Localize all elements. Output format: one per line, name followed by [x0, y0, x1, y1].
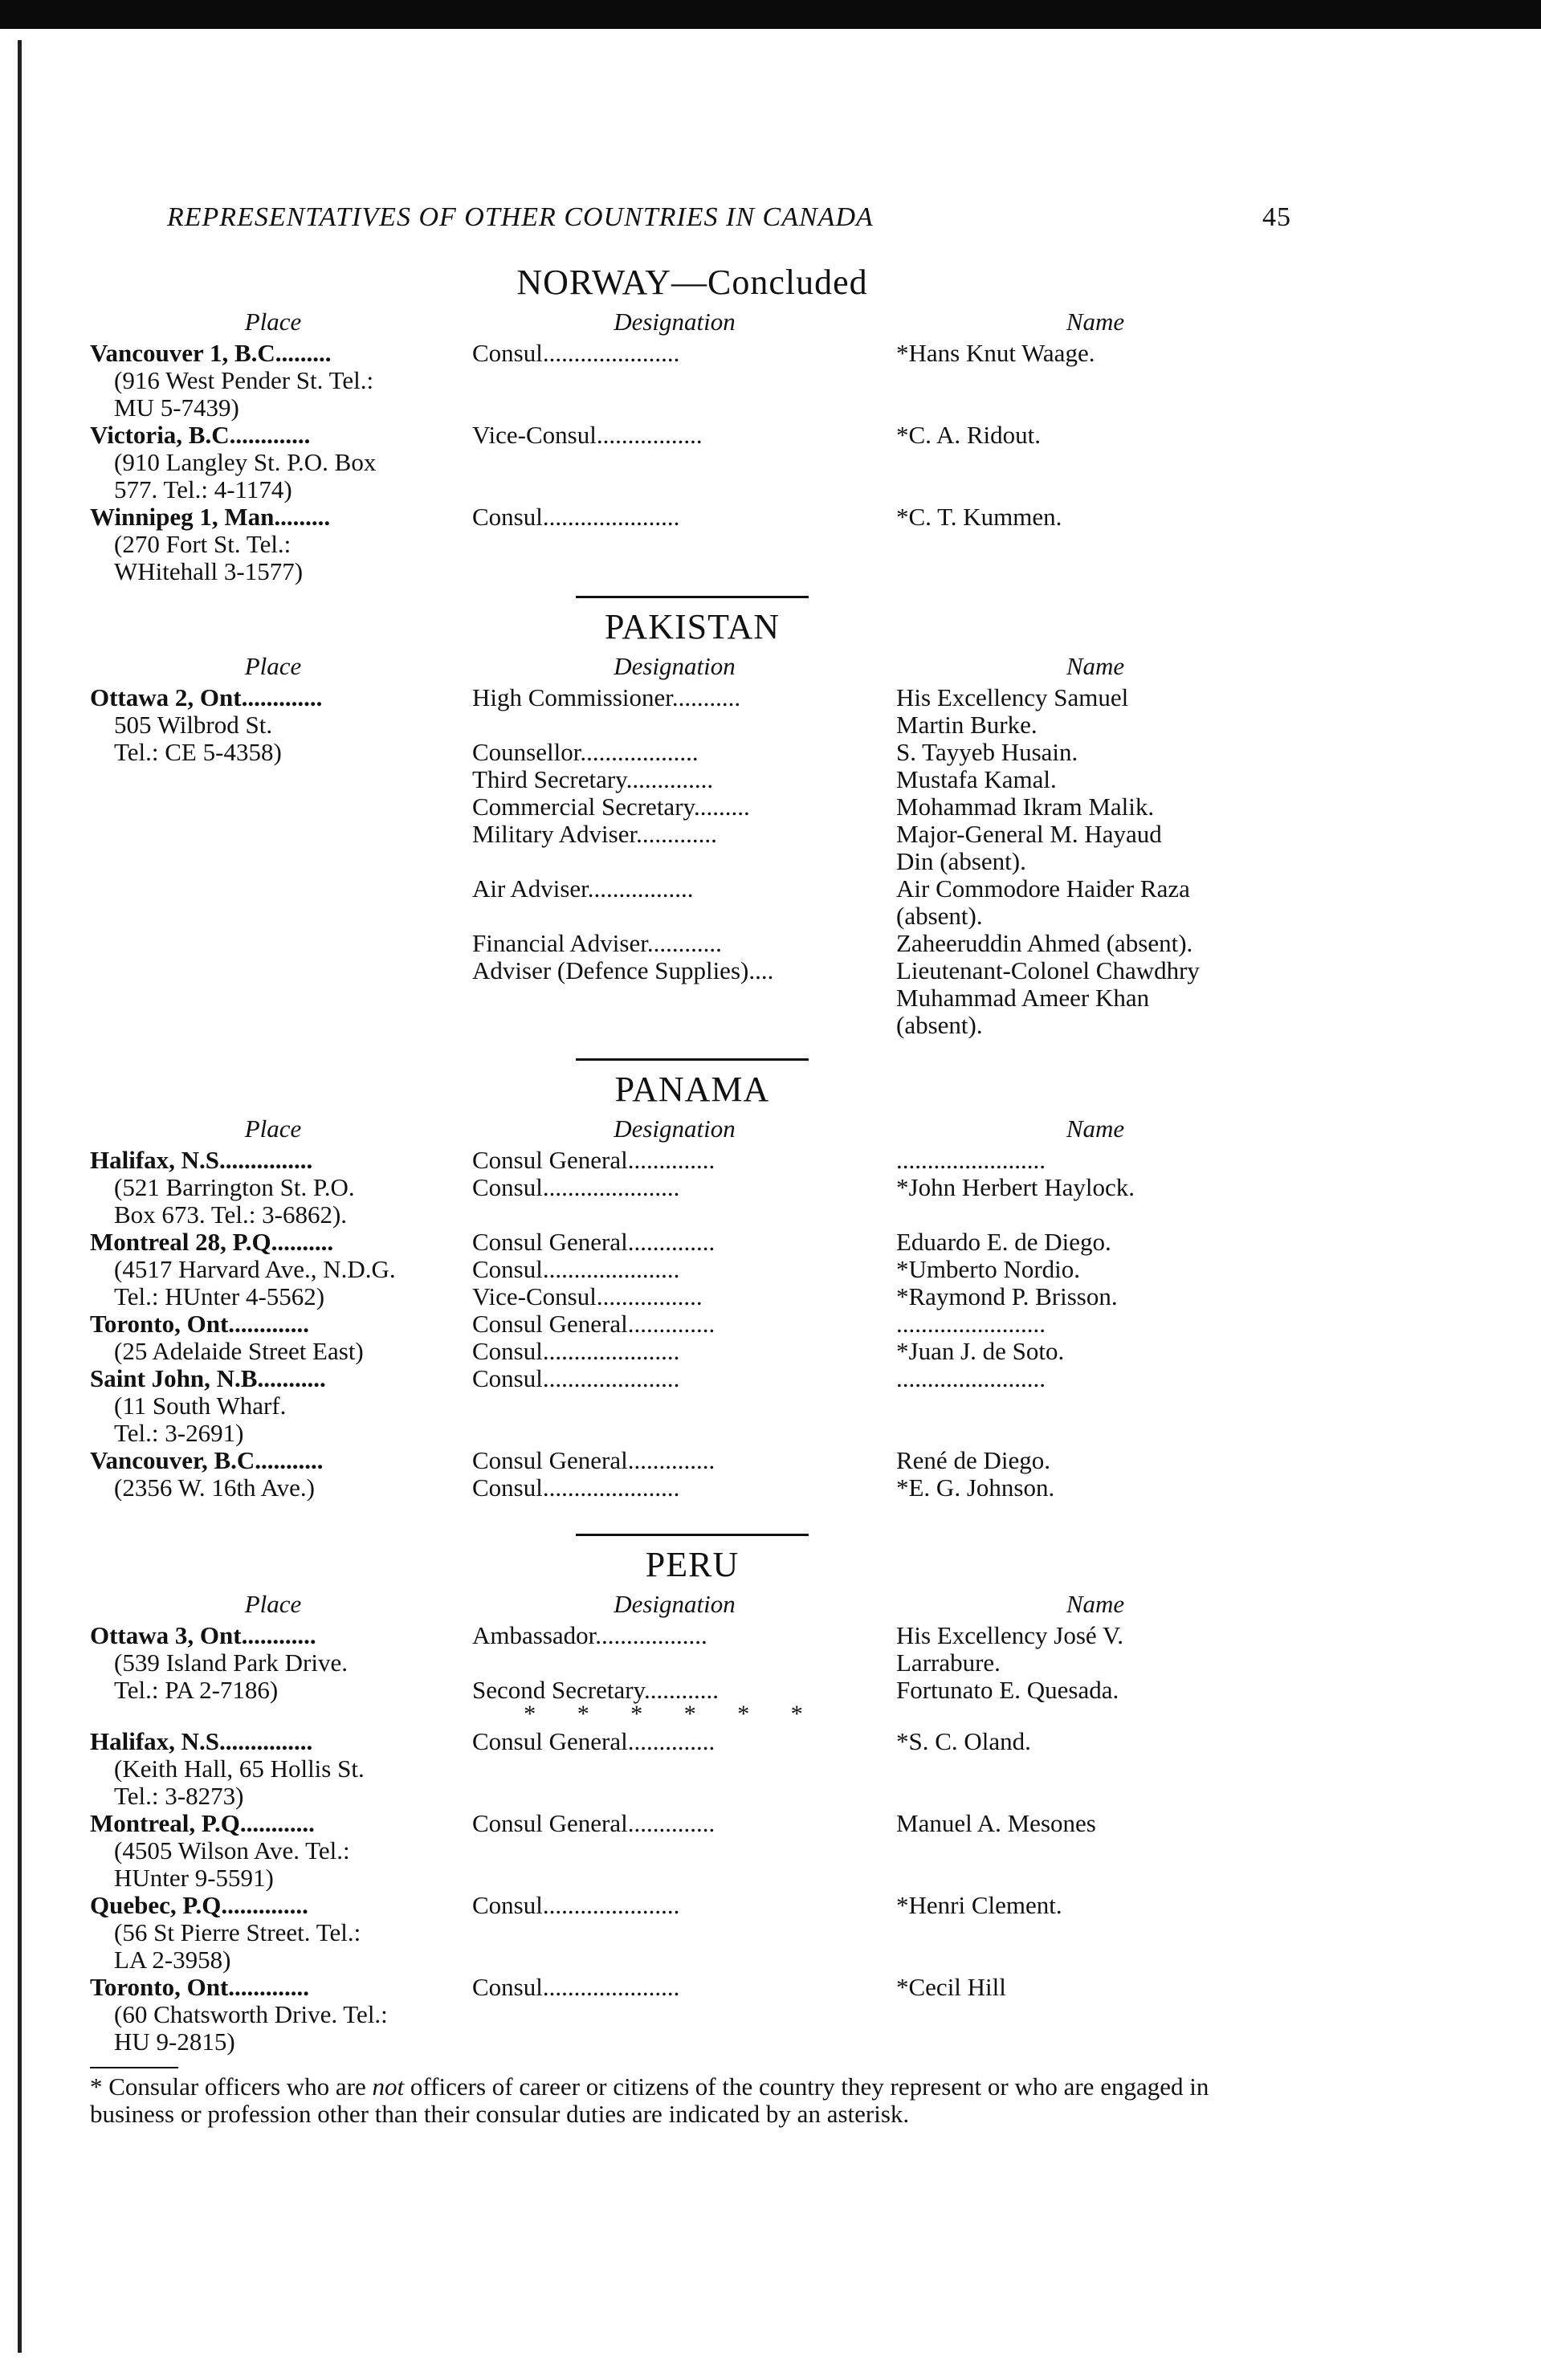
designation: Consul General.............. — [472, 1228, 715, 1256]
running-head-title: REPRESENTATIVES OF OTHER COUNTRIES IN CANADA — [167, 202, 874, 232]
designation: Vice-Consul................. — [472, 1282, 703, 1310]
name: His Excellency Samuel Martin Burke. — [896, 683, 1129, 739]
designation: Consul General.............. — [472, 1809, 715, 1837]
header-designation: Designation — [614, 652, 736, 680]
entry-row — [90, 1283, 1294, 1310]
place: Saint John, N.B........... — [90, 1364, 326, 1392]
entry-row — [90, 1622, 1294, 1677]
entry-row — [90, 766, 1294, 793]
footnote — [90, 2073, 1294, 2128]
header-name: Name — [1066, 308, 1125, 336]
name: *E. G. Johnson. — [896, 1473, 1055, 1502]
entry-row — [90, 503, 1294, 585]
entry-row — [90, 1677, 1294, 1704]
designation: Financial Adviser............ — [472, 929, 722, 957]
section-norway — [90, 262, 1294, 585]
address: (Keith Hall, 65 Hollis St. Tel.: 3-8273) — [114, 1754, 365, 1810]
place: Toronto, Ont............. — [90, 1310, 310, 1338]
place: Toronto, Ont............. — [90, 1973, 310, 2001]
header-place: Place — [244, 1590, 302, 1618]
section-rule — [576, 1058, 809, 1061]
name: Zaheeruddin Ahmed (absent). — [896, 929, 1193, 957]
name: *C. T. Kummen. — [896, 503, 1062, 531]
address: (4505 Wilson Ave. Tel.: HUnter 9-5591) — [114, 1836, 350, 1892]
name: ........................ — [896, 1146, 1046, 1174]
designation: Consul...................... — [472, 1473, 680, 1502]
name: S. Tayyeb Husain. — [896, 738, 1078, 766]
address: (2356 W. 16th Ave.) — [114, 1473, 315, 1502]
name: Air Commodore Haider Raza (absent). — [896, 874, 1190, 930]
section-rule — [576, 1534, 809, 1536]
entry-row — [90, 1256, 1294, 1283]
header-name: Name — [1066, 1115, 1125, 1143]
address: (910 Langley St. P.O. Box 577. Tel.: 4-1174) — [114, 448, 377, 503]
entry-row — [90, 739, 1294, 766]
column-headers — [90, 652, 1294, 684]
address: (4517 Harvard Ave., N.D.G. — [114, 1255, 396, 1283]
designation: Consul...................... — [472, 1337, 680, 1365]
address: (60 Chatsworth Drive. Tel.: HU 9-2815) — [114, 2000, 388, 2056]
place: Victoria, B.C............. — [90, 421, 311, 449]
place: Halifax, N.S............... — [90, 1727, 313, 1755]
address: (916 West Pender St. Tel.: MU 5-7439) — [114, 366, 374, 422]
designation: Consul General.............. — [472, 1310, 715, 1338]
entry-row — [90, 1447, 1294, 1474]
entry-row — [90, 422, 1294, 503]
designation: Third Secretary.............. — [472, 765, 714, 793]
name: Mustafa Kamal. — [896, 765, 1057, 793]
place: Montreal 28, P.Q.......... — [90, 1228, 334, 1256]
address: (25 Adelaide Street East) — [114, 1337, 364, 1365]
name: Lieutenant-Colonel Chawdhry Muhammad Ameer Khan (absent). — [896, 956, 1200, 1039]
name: Mohammad Ikram Malik. — [896, 793, 1155, 821]
address: (11 South Wharf. Tel.: 3-2691) — [114, 1392, 287, 1447]
name: *S. C. Oland. — [896, 1727, 1031, 1755]
place: Vancouver, B.C........... — [90, 1446, 324, 1474]
entry-row — [90, 1474, 1294, 1502]
name: ........................ — [896, 1310, 1046, 1338]
scan-top-border — [0, 0, 1541, 29]
header-designation: Designation — [614, 1590, 736, 1618]
address: (56 St Pierre Street. Tel.: LA 2-3958) — [114, 1918, 361, 1974]
address: (270 Fort St. Tel.: WHitehall 3-1577) — [114, 530, 304, 585]
place: Vancouver 1, B.C......... — [90, 339, 332, 367]
section-title: PAKISTAN — [604, 607, 780, 646]
designation: Consul...................... — [472, 339, 680, 367]
entry-row — [90, 1365, 1294, 1447]
entry-row — [90, 1810, 1294, 1892]
name: *Henri Clement. — [896, 1891, 1062, 1919]
header-designation: Designation — [614, 1115, 736, 1143]
name: *Juan J. de Soto. — [896, 1337, 1065, 1365]
address: (521 Barrington St. P.O. Box 673. Tel.: 3-6862). — [114, 1173, 355, 1229]
section-title: PERU — [645, 1545, 740, 1584]
entry-row — [90, 793, 1294, 821]
place: Montreal, P.Q............ — [90, 1809, 315, 1837]
separator-stars: * * * * * * — [524, 1701, 821, 1727]
footnote-rule — [90, 2067, 178, 2068]
address: Tel.: HUnter 4-5562) — [114, 1282, 325, 1310]
address: (539 Island Park Drive. — [114, 1648, 348, 1677]
footnote-emphasis: not — [372, 2072, 405, 2101]
designation: Consul General.............. — [472, 1146, 715, 1174]
section-pakistan — [90, 596, 1294, 1039]
address: Tel.: PA 2-7186) — [114, 1676, 279, 1704]
name: Major-General M. Hayaud Din (absent). — [896, 820, 1162, 875]
designation: Second Secretary............ — [472, 1676, 720, 1704]
entry-row — [90, 340, 1294, 422]
designation: Air Adviser................. — [472, 874, 694, 903]
name: Eduardo E. de Diego. — [896, 1228, 1111, 1256]
designation: Consul General.............. — [472, 1727, 715, 1755]
place: Halifax, N.S............... — [90, 1146, 313, 1174]
name: René de Diego. — [896, 1446, 1050, 1474]
name: *Cecil Hill — [896, 1973, 1006, 2001]
designation: Ambassador.................. — [472, 1621, 707, 1649]
header-place: Place — [244, 652, 302, 680]
scan-left-border — [18, 40, 22, 2353]
designation: Counsellor................... — [472, 738, 699, 766]
entry-row — [90, 957, 1294, 1039]
designation: High Commissioner........... — [472, 683, 741, 711]
header-name: Name — [1066, 1590, 1125, 1618]
footnote-rest: officers of career or citizens of the country they represent or who are engaged in business or profession other than their consular duties are indicated by an asterisk. — [90, 2072, 1209, 2128]
entry-row — [90, 821, 1294, 875]
entry-row — [90, 1892, 1294, 1974]
address: 505 Wilbrod St. Tel.: CE 5-4358) — [114, 711, 282, 766]
section-panama — [90, 1058, 1294, 1502]
name: *John Herbert Haylock. — [896, 1173, 1135, 1201]
entry-row — [90, 1174, 1294, 1229]
designation: Consul...................... — [472, 1364, 680, 1392]
designation: Commercial Secretary......... — [472, 793, 750, 821]
designation: Military Adviser............. — [472, 820, 717, 848]
designation: Adviser (Defence Supplies).... — [472, 956, 774, 984]
header-place: Place — [244, 1115, 302, 1143]
page-number: 45 — [1262, 202, 1291, 232]
entry-row — [90, 1147, 1294, 1174]
place: Ottawa 2, Ont............. — [90, 683, 323, 711]
running-head — [167, 202, 1291, 233]
entry-row — [90, 1728, 1294, 1810]
column-headers — [90, 1115, 1294, 1147]
name: *Hans Knut Waage. — [896, 339, 1095, 367]
entry-row — [90, 1310, 1294, 1338]
header-designation: Designation — [614, 308, 736, 336]
place: Quebec, P.Q.............. — [90, 1891, 308, 1919]
section-peru — [90, 1534, 1294, 2128]
footnote-lead: * Consular officers who are — [90, 2072, 373, 2101]
header-name: Name — [1066, 652, 1125, 680]
separator-row — [90, 1701, 1294, 1728]
entry-row — [90, 1338, 1294, 1365]
designation: Consul...................... — [472, 1973, 680, 2001]
entry-row — [90, 1974, 1294, 2056]
section-rule — [576, 596, 809, 598]
designation: Consul...................... — [472, 1173, 680, 1201]
place: Winnipeg 1, Man......... — [90, 503, 331, 531]
designation: Consul...................... — [472, 1891, 680, 1919]
section-title: PANAMA — [614, 1070, 770, 1109]
designation: Consul...................... — [472, 1255, 680, 1283]
designation: Vice-Consul................. — [472, 421, 703, 449]
designation: Consul General.............. — [472, 1446, 715, 1474]
section-title: NORWAY—Concluded — [516, 263, 868, 302]
name: *Umberto Nordio. — [896, 1255, 1081, 1283]
column-headers — [90, 308, 1294, 340]
designation: Consul...................... — [472, 503, 680, 531]
name: Fortunato E. Quesada. — [896, 1676, 1119, 1704]
entry-row — [90, 875, 1294, 930]
name: Manuel A. Mesones — [896, 1809, 1096, 1837]
name: ........................ — [896, 1364, 1046, 1392]
header-place: Place — [244, 308, 302, 336]
column-headers — [90, 1590, 1294, 1622]
name: *C. A. Ridout. — [896, 421, 1042, 449]
name: His Excellency José V. Larrabure. — [896, 1621, 1123, 1677]
entry-row — [90, 930, 1294, 957]
name: *Raymond P. Brisson. — [896, 1282, 1118, 1310]
place: Ottawa 3, Ont............ — [90, 1621, 316, 1649]
